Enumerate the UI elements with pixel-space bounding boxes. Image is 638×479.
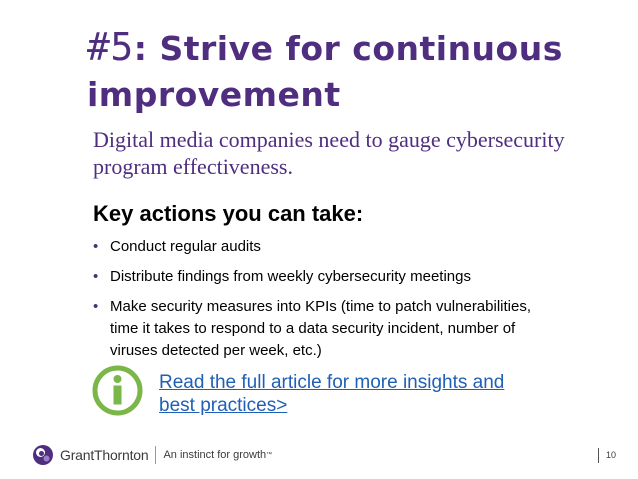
title-text: : Strive for continuous improvement [87, 29, 563, 114]
list-item [93, 236, 533, 258]
list-item [93, 266, 533, 288]
brand-name: GrantThornton [60, 447, 149, 463]
bullet-icon: • [93, 238, 99, 255]
trademark-symbol: ™ [266, 452, 273, 458]
page-number-divider [598, 448, 599, 463]
bullet-text: Distribute findings from weekly cybersecurity meetings [110, 268, 471, 285]
bullet-text: Make security measures into KPIs (time to patch vulnerabilities, time it takes to respond to a data security incident, number of viruses detected per week, etc.) [110, 298, 532, 359]
brand-tagline: An instinct for growth [163, 449, 267, 461]
bullet-icon: • [93, 268, 99, 285]
logo-divider [155, 446, 156, 464]
bullet-text: Conduct regular audits [110, 238, 261, 255]
page-number: 10 [606, 450, 617, 460]
read-full-article-link[interactable]: Read the full article for more insights and best practices> [159, 372, 505, 416]
grant-thornton-logo-icon [32, 444, 54, 466]
info-icon [92, 365, 143, 416]
title-number: #5 [87, 25, 134, 69]
slide-title [87, 24, 617, 118]
grant-thornton-logo [32, 444, 272, 466]
list-item [93, 296, 533, 362]
key-actions-heading: Key actions you can take: [93, 201, 364, 226]
key-actions-list [93, 236, 533, 370]
bullet-icon: • [93, 298, 99, 315]
slide-subtitle: Digital media companies need to gauge cybersecurity program effectiveness. [93, 127, 565, 179]
